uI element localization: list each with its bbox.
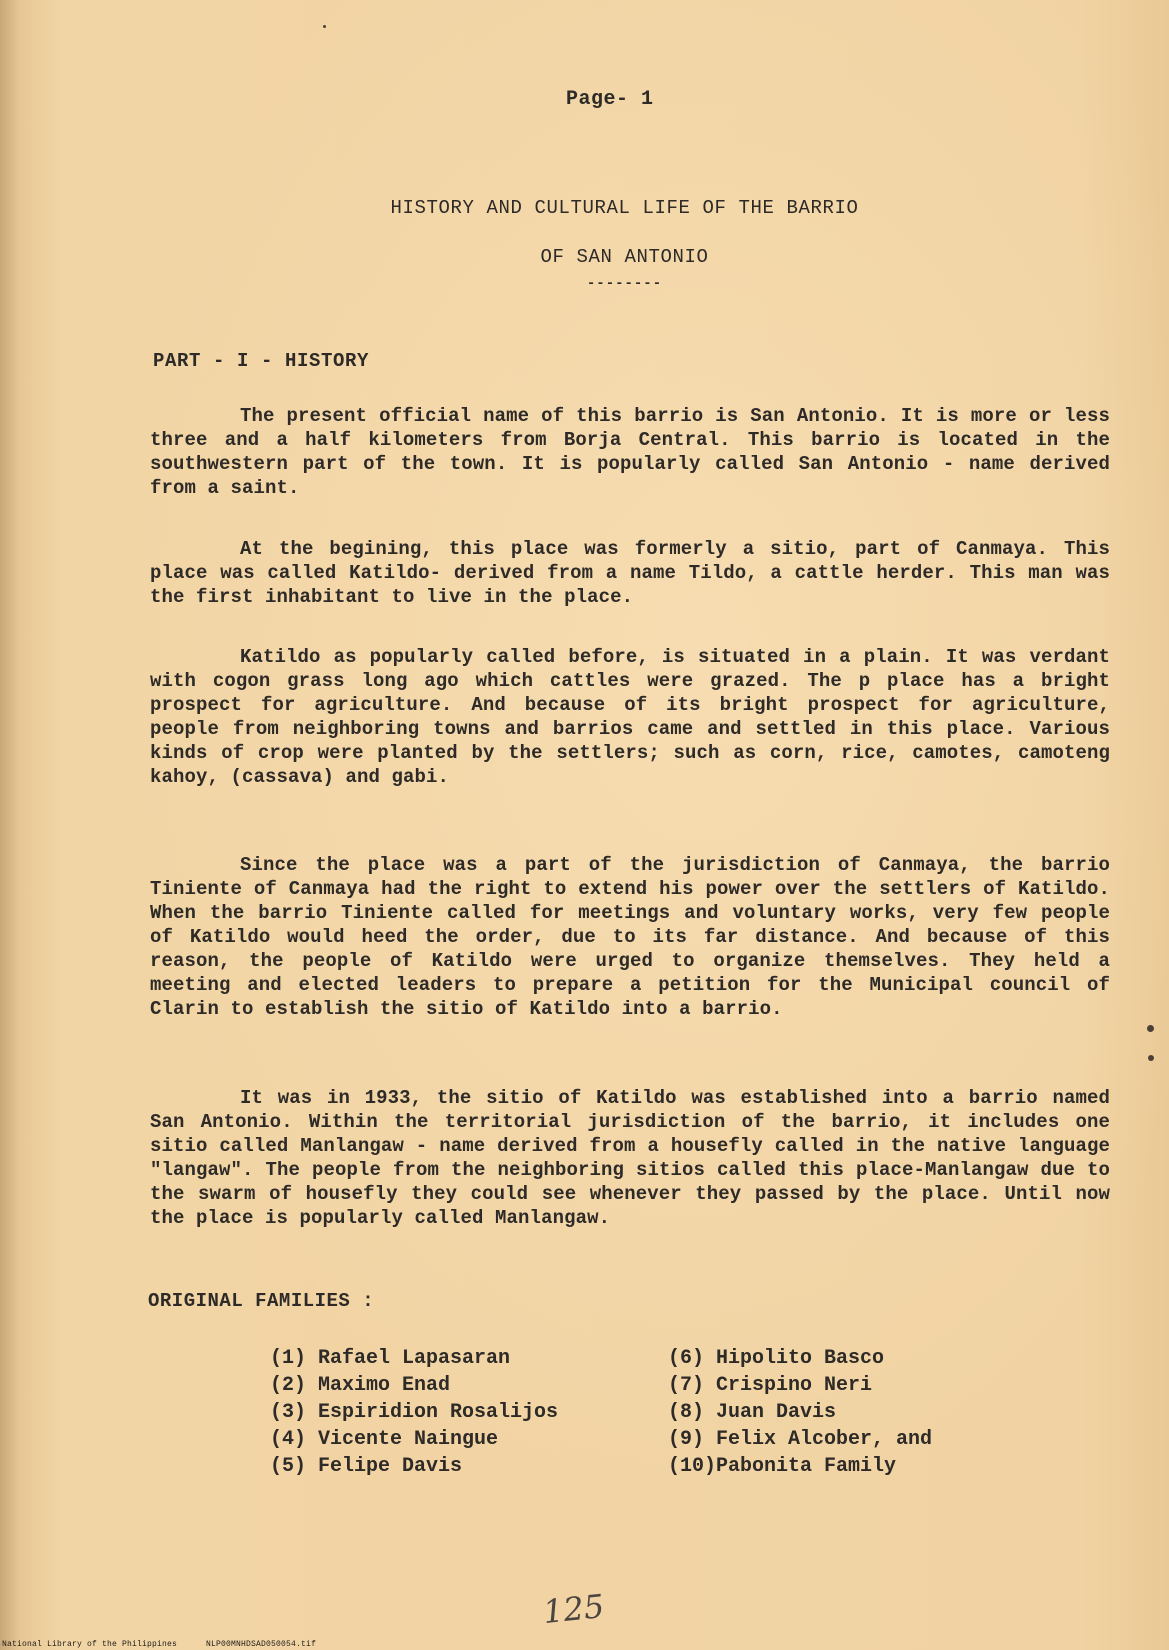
document-title-line-1: HISTORY AND CULTURAL LIFE OF THE BARRIO — [390, 197, 859, 219]
original-families-heading: ORIGINAL FAMILIES : — [148, 1290, 375, 1312]
family-item: (1) Rafael Lapasaran — [270, 1347, 511, 1370]
page-label: Page- 1 — [566, 88, 654, 111]
ink-spot — [1148, 1055, 1154, 1061]
family-item: (9) Felix Alcober, and — [668, 1428, 933, 1451]
handwritten-page-number: 125 — [541, 1586, 606, 1632]
footer-filename: NLP00MNHDSAD050054.tif — [206, 1640, 317, 1649]
title-underline: -------- — [586, 276, 663, 292]
paragraph-4: Since the place was a part of the jurisdiction of Canmaya, the barrio Tiniente of Canmaya had the right to extend his power over the settlers of Katildo. When the barrio Tiniente called for meetings and voluntary works, very few people of Katildo would heed the order, due to its far distance. And because of this reason, the people of Katildo were urged to organize themselves. They held a meeting and elected leaders to prepare a petition for the Municipal council of Clarin to establish the sitio of Katildo into a barrio. — [150, 854, 1110, 1020]
family-item: (10)Pabonita Family — [668, 1455, 897, 1478]
families-list-left — [270, 1345, 558, 1480]
family-item: (3) Espiridion Rosalijos — [270, 1401, 559, 1424]
footer-library: National Library of the Philippines — [2, 1640, 178, 1649]
family-item: (5) Felipe Davis — [270, 1455, 463, 1478]
scan-footer — [2, 1640, 340, 1649]
document-title-line-2: OF SAN ANTONIO — [540, 246, 709, 268]
paragraph-3: Katildo as popularly called before, is situated in a plain. It was verdant with cogon grass long ago which cattles were grazed. The p place has a bright prospect for agriculture. And because of its bright prospect for agriculture, people from neighboring towns and barrios came and settled in this place. Various kinds of crop were planted by the settlers; such as corn, rice, camotes, camoteng kahoy, (cassava) and gabi. — [150, 646, 1110, 788]
paragraph-2: At the begining, this place was formerly a sitio, part of Canmaya. This place was called Katildo- derived from a name Tildo, a cattle herder. This man was the first inhabitant to live in the place. — [150, 538, 1110, 608]
family-item: (8) Juan Davis — [668, 1401, 837, 1424]
paragraph-5: It was in 1933, the sitio of Katildo was established into a barrio named San Antonio. Within the territorial jurisdiction of the barrio, it includes one sitio called Manlangaw - name derived from a housefly called in the native language "langaw". The people from the neighboring sitios called this place-Manlangaw due to the swarm of housefly they could see whenever they passed by the place. Until now the place is popularly called Manlangaw. — [150, 1087, 1110, 1229]
families-list-right — [668, 1345, 932, 1480]
family-item: (6) Hipolito Basco — [668, 1347, 885, 1370]
family-item: (7) Crispino Neri — [668, 1374, 873, 1397]
family-item: (4) Vicente Naingue — [270, 1428, 499, 1451]
ink-spot — [323, 25, 326, 28]
ink-spot — [1147, 1025, 1154, 1032]
paragraph-1: The present official name of this barrio is San Antonio. It is more or less three and a half kilometers from Borja Central. This barrio is located in the southwestern part of the town. It is popularly called San Antonio - name derived from a saint. — [150, 405, 1110, 499]
family-item: (2) Maximo Enad — [270, 1374, 451, 1397]
part-heading: PART - I - HISTORY — [153, 350, 370, 372]
